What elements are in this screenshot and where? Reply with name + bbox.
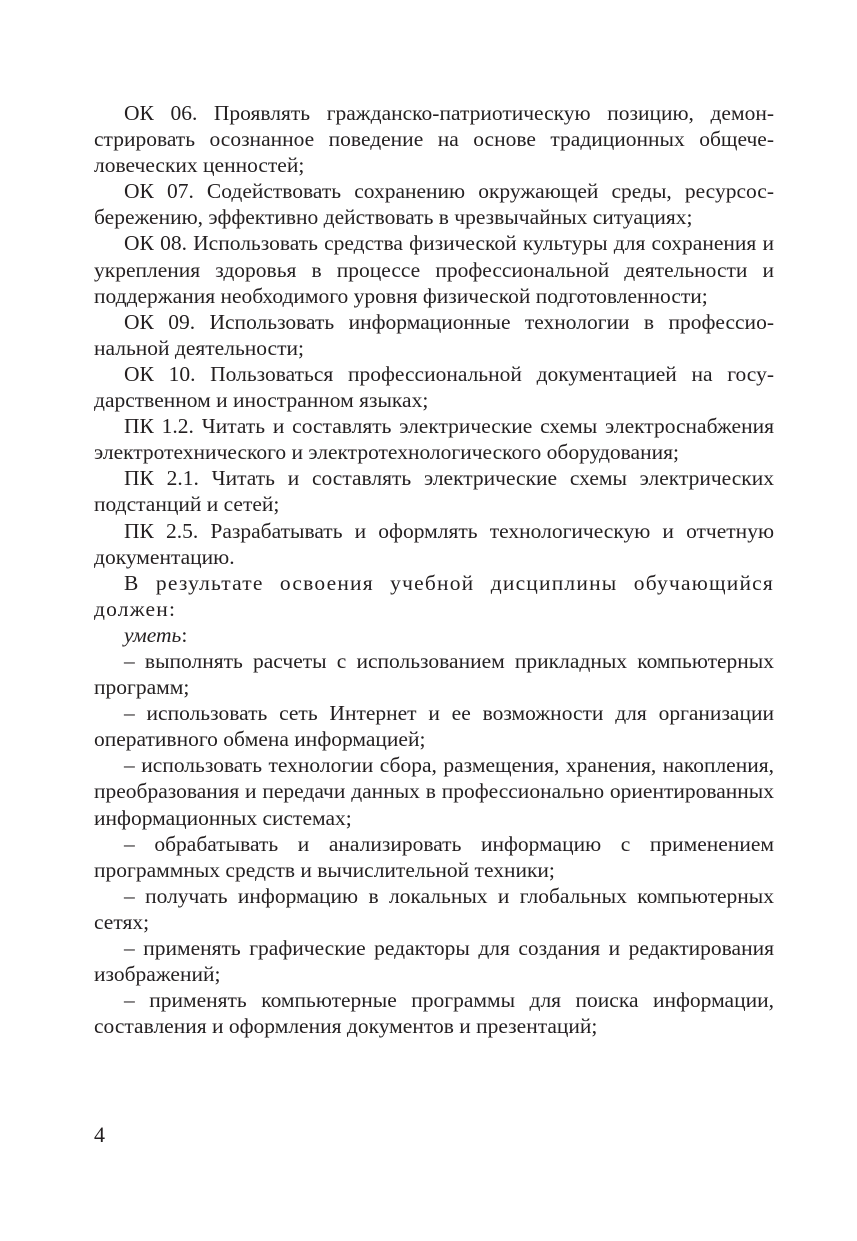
competency-pk-2-5: ПК 2.5. Разрабатывать и оформлять технологическую и отчетную документацию. (94, 518, 774, 569)
page-number: 4 (94, 1122, 105, 1147)
competency-ok-07: ОК 07. Содействовать сохранению окружающей среды, ресурсосбережению, эффективно действовать в чрезвычайных ситуациях; (94, 179, 774, 230)
skills-heading-colon: : (181, 622, 188, 647)
skill-item: – применять графические редакторы для создания и редактирования изображений; (94, 936, 774, 987)
skill-item: – применять компьютерные программы для поиска информации, составления и оформления документов и презентаций; (94, 988, 774, 1039)
skills-heading (94, 622, 774, 648)
competency-ok-09: ОК 09. Использовать информационные технологии в профессиональной деятельности; (94, 309, 774, 360)
competency-pk-1-2: ПК 1.2. Читать и составлять электрические схемы электроснабжения электротехнического и электротехнологического оборудования; (94, 414, 774, 465)
skills-heading-label: уметь (124, 622, 182, 647)
page-body (94, 100, 774, 1039)
competency-ok-08: ОК 08. Использовать средства физической культуры для сохранения и укрепления здоровья в процессе профессиональной деятельности и поддержания необходимого уровня физической подготовленности; (94, 231, 774, 308)
skill-item: – выполнять расчеты с использованием прикладных компьютерных программ; (94, 648, 774, 700)
competency-pk-2-1: ПК 2.1. Читать и составлять электрические схемы электрических подстанций и сетей; (94, 466, 774, 517)
skill-item: – обрабатывать и анализировать информацию с применением программных средств и вычислительной техники; (94, 831, 774, 882)
skill-item: – получать информацию в локальных и глобальных компьютерных сетях; (94, 883, 774, 934)
result-intro: В результате освоения учебной дисциплины обучающийся должен: (94, 570, 774, 621)
competency-ok-06: ОК 06. Проявлять гражданско-патриотическую позицию, демонстрировать осознанное поведение на основе традиционных общечеловеческих ценностей; (94, 101, 774, 178)
skill-item: – использовать технологии сбора, размещения, хранения, накопления, преобразования и передачи данных в профессионально ориентированных информационных системах; (94, 753, 774, 830)
competency-ok-10: ОК 10. Пользоваться профессиональной документацией на государственном и иностранном языках; (94, 361, 774, 413)
skill-item: – использовать сеть Интернет и ее возможности для организации оперативного обмена информацией; (94, 701, 774, 752)
